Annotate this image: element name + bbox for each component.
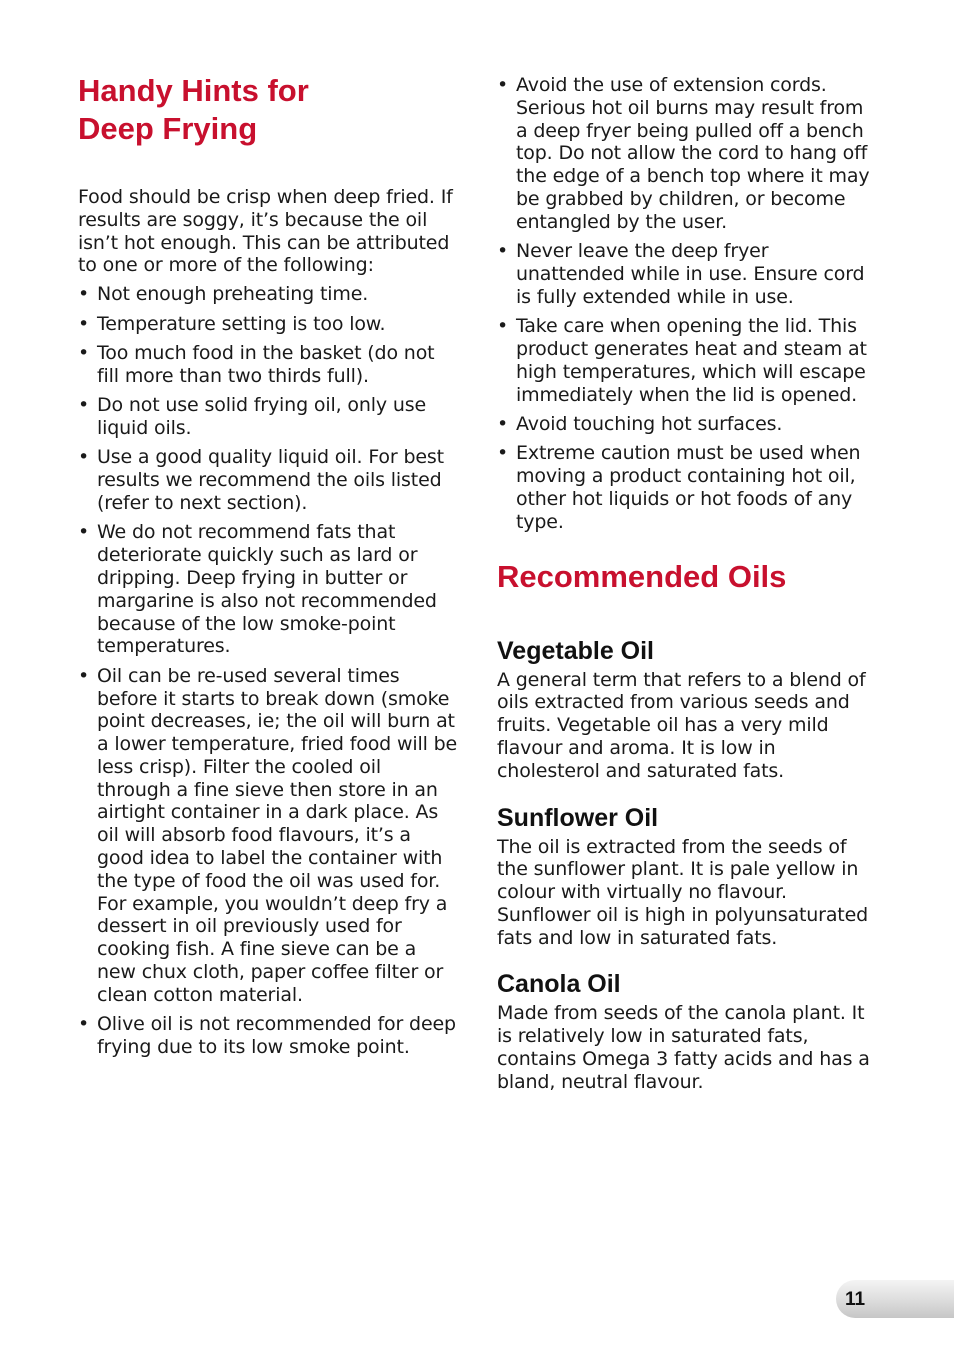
hint-item: • Use a good quality liquid oil. For best results we recommend the oils listed (refer to next section). [78, 446, 460, 514]
safety-list [497, 74, 879, 534]
safety-item: • Never leave the deep fryer unattended while in use. Ensure cord is fully extended while in use. [497, 240, 879, 308]
hint-item: • We do not recommend fats that deteriorate quickly such as lard or dripping. Deep frying in butter or margarine is also not recommended because of the low smoke-point temperatures. [78, 521, 460, 658]
safety-item: • Take care when opening the lid. This product generates heat and steam at high temperatures, which will escape immediately when the lid is opened. [497, 315, 879, 406]
hint-item: • Oil can be re-used several times before it starts to break down (smoke point decreases, ie; the oil will burn at a lower temperature, fried food will be less crisp). Filter the cooled oil through a fine sieve then store in an airtight container in a dark place. As oil will absorb food flavours, it’s a good idea to label the container with the type of food the oil was used for. For example, you wouldn’t deep fry a dessert in oil previously used for cooking fish. A fine sieve can be a new chux cloth, paper coffee filter or clean cotton material. [78, 665, 460, 1007]
right-column [497, 74, 879, 1094]
hint-item: • Do not use solid frying oil, only use liquid oils. [78, 394, 460, 440]
sunflower-oil-text: The oil is extracted from the seeds of the sunflower plant. It is pale yellow in colour with virtually no flavour. Sunflower oil is high in polyunsaturated fats and low in saturated fats. [497, 835, 869, 949]
intro-paragraph: Food should be crisp when deep fried. If results are soggy, it’s because the oil isn’t hot enough. This can be attributed to one or more of the following: [78, 186, 453, 277]
canola-oil-heading: Canola Oil [497, 970, 621, 999]
left-column [78, 72, 460, 1065]
vegetable-oil-heading: Vegetable Oil [497, 636, 655, 665]
handy-hints-heading [78, 72, 460, 148]
canola-oil-text: Made from seeds of the canola plant. It is relatively low in saturated fats, contains Omega 3 fatty acids and has a bland, neutral flavour. [497, 1002, 870, 1093]
hint-item: • Temperature setting is too low. [78, 313, 460, 336]
hint-item: • Olive oil is not recommended for deep frying due to its low smoke point. [78, 1013, 460, 1059]
safety-item: • Extreme caution must be used when moving a product containing hot oil, other hot liquids or hot foods of any type. [497, 442, 879, 533]
vegetable-oil-text: A general term that refers to a blend of oils extracted from various seeds and fruits. Vegetable oil has a very mild flavour and aroma. It is low in cholesterol and saturated fats. [497, 668, 866, 782]
page-number: 11 [845, 1289, 866, 1310]
hint-item: • Too much food in the basket (do not fill more than two thirds full). [78, 342, 460, 388]
safety-item: • Avoid touching hot surfaces. [497, 413, 879, 436]
safety-item: • Avoid the use of extension cords. Serious hot oil burns may result from a deep fryer being pulled off a bench top. Do not allow the cord to hang off the edge of a bench top where it may be grabbed by children, or become entangled by the user. [497, 74, 879, 234]
sunflower-oil-heading: Sunflower Oil [497, 803, 659, 832]
hint-item: • Not enough preheating time. [78, 283, 460, 306]
recommended-oils-heading: Recommended Oils [497, 558, 787, 594]
handy-hints-heading-line1: Handy Hints for [78, 73, 309, 108]
hints-list [78, 283, 460, 1059]
handy-hints-heading-line2: Deep Frying [78, 111, 258, 146]
